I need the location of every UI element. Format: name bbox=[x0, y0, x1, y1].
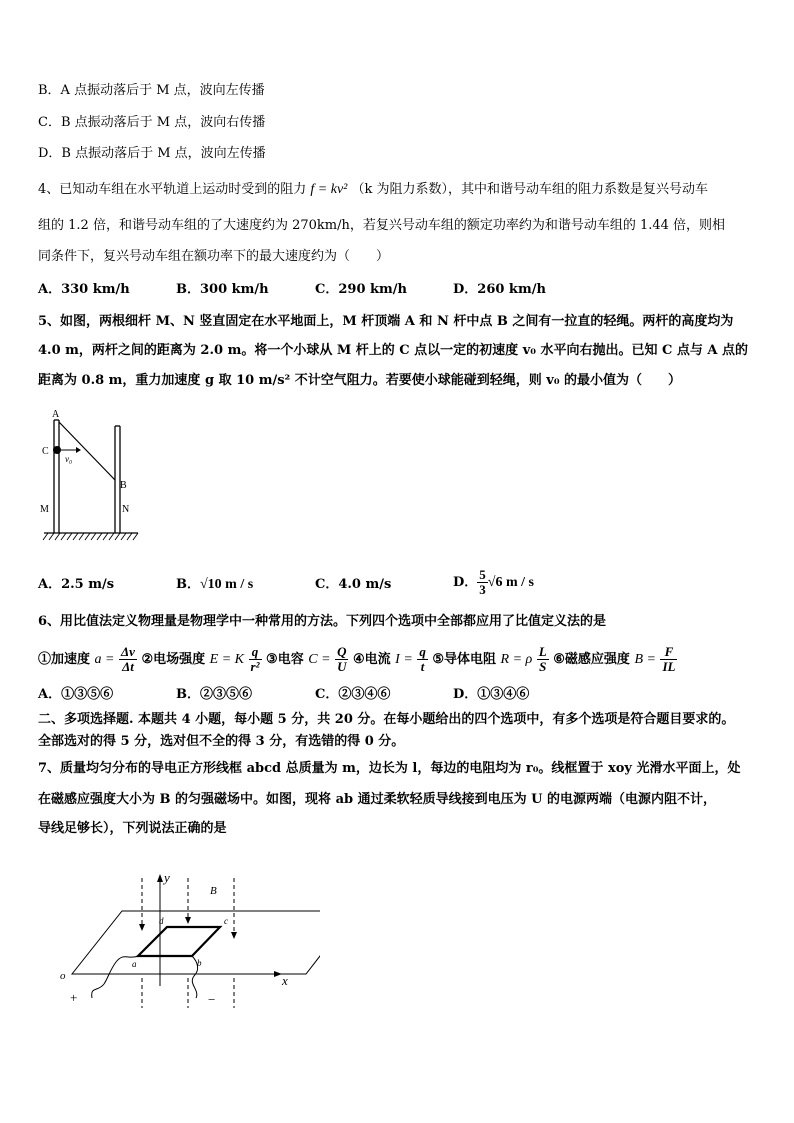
q5-option-d bbox=[453, 568, 534, 597]
q7-label-x: x bbox=[282, 973, 288, 988]
q6-item2-lhs: E = K bbox=[209, 652, 245, 667]
q5-option-b-prefix: B． bbox=[176, 577, 200, 592]
q6-item2-den: r² bbox=[250, 659, 260, 674]
q6-item3-den: U bbox=[337, 659, 347, 674]
q7-label-minus: − bbox=[208, 992, 216, 1007]
q5-option-d-den: 3 bbox=[479, 582, 486, 597]
q7-label-y: y bbox=[164, 870, 170, 885]
q7-label-o: o bbox=[60, 970, 66, 982]
q3-option-d: D．B 点振动落后于 M 点，波向左传播 bbox=[38, 146, 266, 161]
q5-option-a: A．2.5 m/s bbox=[38, 577, 115, 592]
q6-item2-label: ②电场强度 bbox=[141, 652, 206, 667]
q5-figure bbox=[36, 408, 146, 550]
q5-label-a: A bbox=[52, 409, 60, 420]
q7-label-a: a bbox=[132, 959, 137, 969]
q6-item1-lhs: a = bbox=[94, 652, 115, 667]
q4-option-d: D．260 km/h bbox=[453, 282, 546, 297]
q5-label-b: B bbox=[120, 480, 127, 491]
q5-option-b-expr: √10 m / s bbox=[200, 577, 254, 592]
q6-item3-lhs: C = bbox=[308, 652, 331, 667]
q6-formula-row bbox=[38, 644, 677, 676]
q6-item5-fraction bbox=[537, 645, 549, 674]
section2-line-2: 全部选对的得 5 分，选对但不全的得 3 分，有选错的得 0 分。 bbox=[38, 734, 405, 749]
q5-label-c: C bbox=[42, 446, 49, 457]
q6-item4-den: t bbox=[420, 659, 425, 674]
q6-item4-lhs: I = bbox=[395, 652, 413, 667]
q6-option-a: A．①③⑤⑥ bbox=[38, 687, 114, 702]
q5-line-1: 5、如图，两根细杆 M、N 竖直固定在水平地面上，M 杆顶端 A 和 N 杆中点 B 之间有一拉直的轻绳。两杆的高度均为 bbox=[38, 314, 734, 329]
q6-item4-label: ④电流 bbox=[352, 652, 391, 667]
q6-item1-num: Δv bbox=[121, 644, 135, 659]
q5-label-n: N bbox=[122, 504, 130, 515]
q6-item5-lhs: R = ρ bbox=[500, 652, 533, 667]
q6-item3-label: ③电容 bbox=[266, 652, 304, 667]
q6-item2-num: q bbox=[249, 645, 262, 660]
q4-line-3: 同条件下，复兴号动车组在额功率下的最大速度约为（ ） bbox=[38, 249, 390, 264]
q7-label-b-field: B bbox=[210, 885, 217, 897]
q6-option-b: B．②③⑤⑥ bbox=[176, 687, 252, 702]
q6-item5-num: L bbox=[538, 644, 547, 659]
q5-option-d-fraction bbox=[477, 568, 488, 597]
section2-line-1: 二、多项选择题. 本题共 4 小题，每小题 5 分，共 20 分。在每小题给出的四个选项中，有多个选项是符合题目要求的。 bbox=[38, 712, 735, 727]
q6-item4-fraction bbox=[417, 645, 428, 674]
q7-line-1: 7、质量均匀分布的导电正方形线框 abcd 总质量为 m，边长为 l，每边的电阻均为 r₀。线框置于 xoy 光滑水平面上，处 bbox=[38, 761, 741, 776]
q5-option-c: C．4.0 m/s bbox=[315, 577, 392, 592]
q3-option-c: C．B 点振动落后于 M 点，波向右传播 bbox=[38, 115, 266, 130]
q6-item6-lhs: B = bbox=[634, 652, 656, 667]
q7-label-plus: + bbox=[70, 990, 78, 1005]
q4-option-c: C．290 km/h bbox=[315, 282, 407, 297]
q4-line-2: 组的 1.2 倍，和谐号动车组的了大速度约为 270km/h，若复兴号动车组的额定功率约为和谐号动车组的 1.44 倍，则相 bbox=[38, 218, 726, 233]
q6-item1-label: ①加速度 bbox=[38, 652, 91, 667]
q6-item2-fraction bbox=[249, 645, 262, 674]
q5-line-3: 距离为 0.8 m，重力加速度 g 取 10 m/s² 不计空气阻力。若要使小球能碰到轻绳，则 v₀ 的最小值为（ ） bbox=[38, 373, 682, 388]
q6-item1-den: Δt bbox=[122, 659, 134, 674]
q7-label-b: b bbox=[197, 958, 202, 968]
q6-item1-fraction bbox=[119, 645, 137, 674]
q6-item4-num: q bbox=[419, 644, 426, 659]
q7-frame bbox=[138, 927, 220, 956]
q5-label-m: M bbox=[40, 504, 49, 515]
q6-item6-fraction bbox=[660, 645, 677, 674]
q5-option-d-num: 5 bbox=[479, 567, 486, 582]
q6-item6-den: IL bbox=[662, 659, 676, 674]
q7-line-2: 在磁感应强度大小为 B 的匀强磁场中。如图，现将 ab 通过柔软轻质导线接到电压为 U 的电源两端（电源内阻不计， bbox=[38, 792, 716, 807]
q6-line-1: 6、用比值法定义物理量是物理学中一种常用的方法。下列四个选项中全部都应用了比值定义法的是 bbox=[38, 614, 607, 629]
q7-label-d: d bbox=[159, 916, 164, 926]
q7-label-c: c bbox=[224, 916, 228, 926]
q4-line-1 bbox=[38, 181, 708, 199]
q5-option-b bbox=[176, 576, 253, 594]
q6-option-c: C．②③④⑥ bbox=[315, 687, 391, 702]
q4-text-b: （k 为阻力系数），其中和谐号动车组的阻力系数是复兴号动车 bbox=[351, 182, 709, 197]
q6-item6-num: F bbox=[660, 645, 677, 660]
q5-option-d-rest: √6 m / s bbox=[487, 575, 534, 590]
q4-text-a: 4、已知动车组在水平轨道上运动时受到的阻力 bbox=[38, 182, 307, 197]
q4-option-a: A．330 km/h bbox=[38, 282, 130, 297]
q5-line-2: 4.0 m，两杆之间的距离为 2.0 m。将一个小球从 M 杆上的 C 点以一定的初速度 v₀ 水平向右抛出。已知 C 点与 A 点的 bbox=[38, 343, 748, 358]
q6-item6-label: ⑥磁感应强度 bbox=[553, 652, 630, 667]
q7-figure bbox=[50, 866, 320, 1011]
q3-option-b: B．A 点振动落后于 M 点，波向左传播 bbox=[38, 83, 265, 98]
q6-option-d: D．①③④⑥ bbox=[453, 687, 530, 702]
q4-option-b: B．300 km/h bbox=[176, 282, 269, 297]
q6-item3-fraction bbox=[335, 645, 348, 674]
q6-item5-label: ⑤导体电阻 bbox=[432, 652, 496, 667]
q7-line-3: 导线足够长），下列说法正确的是 bbox=[38, 821, 227, 836]
q5-option-d-prefix: D． bbox=[453, 575, 478, 590]
q6-item5-den: S bbox=[539, 659, 547, 674]
q5-label-v0: v₀ bbox=[65, 454, 73, 464]
q6-item3-num: Q bbox=[337, 644, 347, 659]
q5-ball bbox=[53, 446, 61, 454]
q4-formula: f = kv² bbox=[310, 182, 348, 197]
